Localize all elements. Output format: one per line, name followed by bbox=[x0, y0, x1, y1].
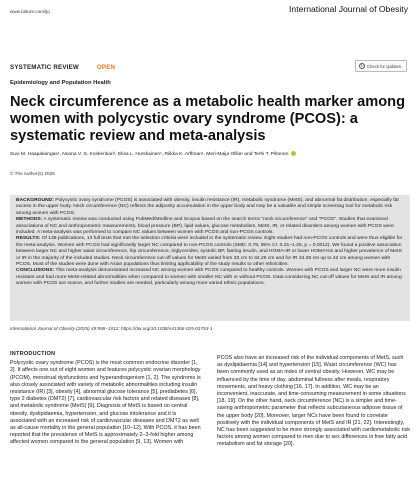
abstract-methods bbox=[16, 217, 404, 236]
citation-line[interactable]: International Journal of Obesity (2025) 49:998–1012; https://doi.org/10.1038/s41366-025-01753-1 bbox=[10, 326, 213, 331]
article-title: Neck circumference as a metabolic health marker among women with polycystic ovary syndrome (PCOS): a systematic review and meta-analysis bbox=[10, 94, 406, 144]
background-text: Polycystic ovary syndrome (PCOS) is associated with obesity, insulin resistance (IR), metabolic syndrome (MetS), and abnormal fat distribution, especially fat excess in the upper body. Neck circumference (NC) reflects the adiposity accumulation in the upper body and may be a valuable and simple screening tool for metabolic risk among women with PCOS. bbox=[16, 198, 399, 216]
methods-text: A systematic review was conducted using PubMed/Medline and Scopus based on the search terms "neck circumference" and "PCOS". Studies that examined associations of NC and anthropometric measurements, blood pressure (BP), lipid values, glucose metabolism, MetS, IR, or related disorders among women with PCOS were included. A meta-analysis was performed to compare NC values between women with PCOS and non-PCOS controls. bbox=[16, 217, 394, 236]
intro-column-right bbox=[217, 355, 410, 449]
refresh-icon: ↻ bbox=[360, 63, 364, 68]
author-list bbox=[10, 151, 410, 157]
intro-column-left bbox=[10, 351, 203, 447]
abstract-background bbox=[16, 198, 404, 217]
conclusions-text: This meta-analysis demonstrated increased NC among women with PCOS compared to healthy controls. Women with PCOS and larger NC were more insulin resistant and had more MetS-related abnormalities when compared to women with smaller NC with or without PCOS. Data considering NC cut-off values for MetS and IR among women with PCOS are scarce, and further studies are needed, particularly among more varied ethnic populations. bbox=[16, 268, 402, 287]
introduction-heading: INTRODUCTION bbox=[10, 351, 56, 357]
background-heading: BACKGROUND: bbox=[16, 198, 54, 203]
article-category: Epidemiology and Population Health bbox=[10, 80, 111, 86]
orcid-icon[interactable] bbox=[291, 151, 296, 156]
results-heading: RESULTS: bbox=[16, 236, 41, 242]
open-access-label: OPEN bbox=[96, 64, 116, 71]
copyright-notice: © The Author(s) 2025 bbox=[10, 171, 55, 176]
journal-url[interactable]: www.nature.com/ijo bbox=[10, 9, 50, 14]
abstract-conclusions bbox=[16, 268, 404, 287]
journal-name: International Journal of Obesity bbox=[289, 4, 408, 14]
abstract-box bbox=[10, 195, 410, 321]
article-type-row bbox=[10, 64, 115, 71]
section-label: SYSTEMATIC REVIEW bbox=[10, 64, 79, 71]
check-for-updates-label: Check for updates bbox=[367, 63, 401, 69]
methods-heading: METHODS: bbox=[16, 217, 43, 223]
introduction-text-right: PCOS also have an increased risk of the individual components of MetS, such as dyslipidaemia [14] and hypertension [15]. Waist circumference (WC) has been commonly used as an index of central obesity. However, WC may be influenced by the time of day, abdominal fullness after meals, respiratory movements, and heavy clothing [16, 17]. In addition, WC may be an inconvenient, inaccurate, and time-consuming measurement in some situations [18, 19]. On the other hand, neck circumference (NC) is a simpler and time-saving anthropometric parameter that reflects subcutaneous adipose tissue of the upper body [20]. Moreover, larger NCs have been found to correlate positively with the individual components of MetS and IR [21, 22]. Interestingly, NC has been suggested to be more strongly associated with cardiometabolic risk factors among women compared to men due to sex differences in free fatty acid metabolism and fat storage [20]. bbox=[217, 355, 410, 448]
check-for-updates-button[interactable] bbox=[355, 60, 407, 72]
introduction-text-left: Polycystic ovary syndrome (PCOS) is the most common endocrine disorder [1, 2]. It affects one out of eight women and features polycystic ovarian morphology (PCOM), menstrual dysfunctions and hyperandrogenism [1, 2]. The syndrome is also closely associated with variety of metabolic abnormalities including insulin resistance (IR) [3], obesity [4], abnormal glucose tolerance [5], prediabetes [6], type 2 diabetes (DMT2) [7], cardiovascular risk factors and related diseases [8], and metabolic syndrome (MetS) [9]. Diagnosis of MetS is based on central obesity, dyslipidaemia, hypertension, and glucose intolerance and it is associated with an increased risk of cardiovascular diseases and DMT2 as well as all-cause mortality in the general population [10–12]. With PCOS, it has been reported that the prevalence of MetS is approximately 2–3-fold higher among affected women compared to the general population [9, 13]. Women with bbox=[10, 360, 201, 446]
author-names[interactable]: Suvi M. Haapakangas¹, Noona V. S. Koskenkari¹, Elisa L. Hurskainen¹, Riikka K. Arffman¹, Meri-Maija Ollila¹ and Terhi T. Piltonen bbox=[10, 151, 289, 157]
conclusions-heading: CONCLUSIONS: bbox=[16, 268, 55, 274]
abstract-results bbox=[16, 236, 404, 268]
results-text: Of 139 publications, 13 full texts that met the selection criteria were included in the systematic review. Eight studies had non-PCOS controls and were thus eligible for the meta-analysis. Women with PCOS had significantly larger NC compared to non-PCOS controls (SMD: 0.78, 95% CI: 0.31–1.25, p = 0.0012). We found a positive association between larger NC and higher waist circumference, hip circumference, triglycerides, systolic BP, fasting insulin, and HOMA-IR or lower HOMA%S and higher prevalence of MetS or IR in the majority of the included studies. Neck circumference cut-off values for MetS varied from 33 cm to 34.25 cm and for IR 34.25 cm up to 42 cm among women with PCOS. Most of the studies were done with Asian populations thus limiting applicability of the study results to other ethnicities. bbox=[16, 236, 403, 268]
